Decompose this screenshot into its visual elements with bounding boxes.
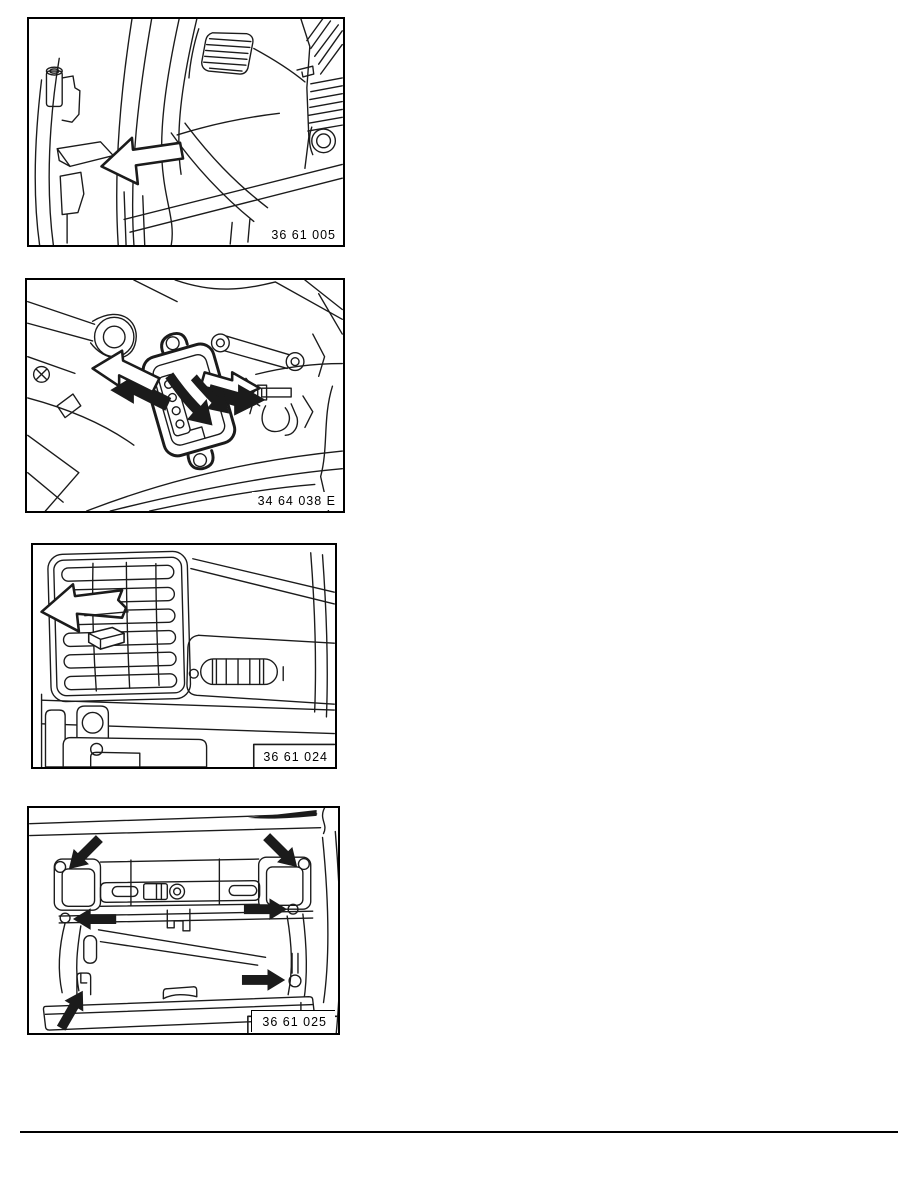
figure-drawing-module: [27, 280, 343, 511]
figure-number: 34 64 038 E: [252, 492, 340, 510]
figure-glove-box: [27, 806, 340, 1035]
defroster-vent-icon: [202, 33, 253, 74]
arrow-mid-left-icon: [73, 908, 116, 930]
arrow-mid-right-icon: [244, 898, 287, 920]
figure-drawing-vent: [33, 545, 335, 767]
figure-number: 36 61 024: [257, 748, 332, 766]
footer-rule: [20, 1131, 898, 1133]
link-rod-icon: [212, 334, 304, 370]
figure-drawing-a-pillar: [29, 19, 343, 245]
arrow-low-right-icon: [242, 969, 285, 991]
figure-number: 36 61 005: [265, 226, 340, 244]
figure-control-module: [25, 278, 345, 513]
figure-dashboard-a-pillar: [27, 17, 345, 247]
arrow-top-right-icon: [259, 829, 305, 875]
retaining-clip-icon: [250, 385, 298, 435]
round-hole-tab-icon: [77, 706, 108, 739]
screw-icon: [34, 367, 50, 383]
removal-arrow-icon: [101, 138, 183, 184]
figure-air-vent: [31, 543, 337, 769]
figure-drawing-glove-box: [29, 808, 338, 1033]
figure-number: 36 61 025: [251, 1010, 335, 1032]
control-arm-icon: [28, 302, 137, 358]
side-vent-icon: [297, 19, 342, 168]
thumbwheel-icon: [187, 635, 334, 704]
